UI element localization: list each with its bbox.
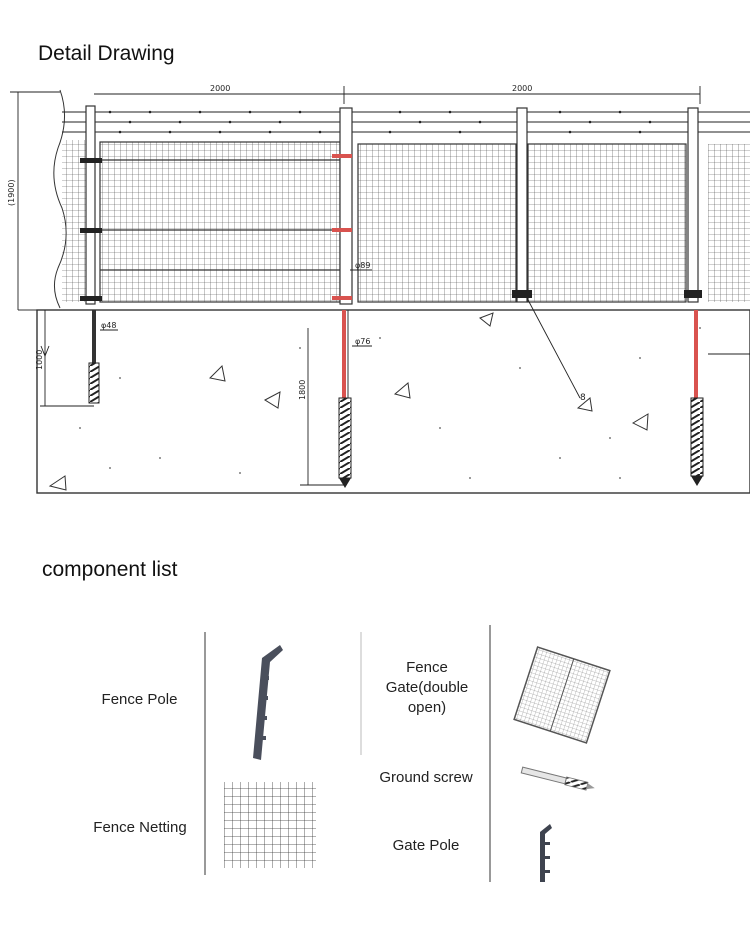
label-fence-pole: Fence Pole <box>101 691 178 708</box>
post-center <box>517 108 527 302</box>
dim-dia-left: φ48 <box>101 321 117 330</box>
dim-depth-left: 1000 <box>35 349 44 370</box>
screw-middle <box>339 398 351 478</box>
gate-pole-icon <box>540 824 552 882</box>
post-right <box>688 108 698 302</box>
page-title: Detail Drawing <box>38 42 175 65</box>
label-fence-gate: Fence Gate(double open) <box>385 659 469 716</box>
screw-left <box>89 363 99 403</box>
dim-span-left: 2000 <box>210 84 231 93</box>
fence-netting-icon <box>224 782 316 868</box>
dim-height: (1900) <box>7 179 16 206</box>
dim-dia-mid: φ89 <box>355 261 371 270</box>
dim-depth-mid: 1800 <box>298 379 307 400</box>
mesh-panel-4 <box>708 144 750 302</box>
mesh-panel-3 <box>528 144 686 302</box>
mesh-panel-1 <box>100 142 340 302</box>
fence-gate-icon <box>514 647 610 743</box>
screw-right <box>691 398 703 476</box>
dim-span-right: 2000 <box>512 84 533 93</box>
dim-callout: 8 <box>580 393 586 403</box>
fence-pole-icon <box>253 645 283 760</box>
post-left <box>86 106 95 304</box>
barbed-wire <box>62 112 750 132</box>
label-ground-screw: Ground screw <box>379 769 473 786</box>
component-list-title: component list <box>42 558 178 581</box>
label-gate-pole: Gate Pole <box>392 837 460 854</box>
dim-dia-screw: φ76 <box>355 337 371 346</box>
detail-drawing <box>0 78 750 498</box>
label-fence-netting: Fence Netting <box>93 819 187 836</box>
post-middle <box>340 108 352 304</box>
ground-block <box>37 310 750 493</box>
mesh-panel-2 <box>358 144 516 302</box>
ground-screw-icon <box>521 766 596 792</box>
